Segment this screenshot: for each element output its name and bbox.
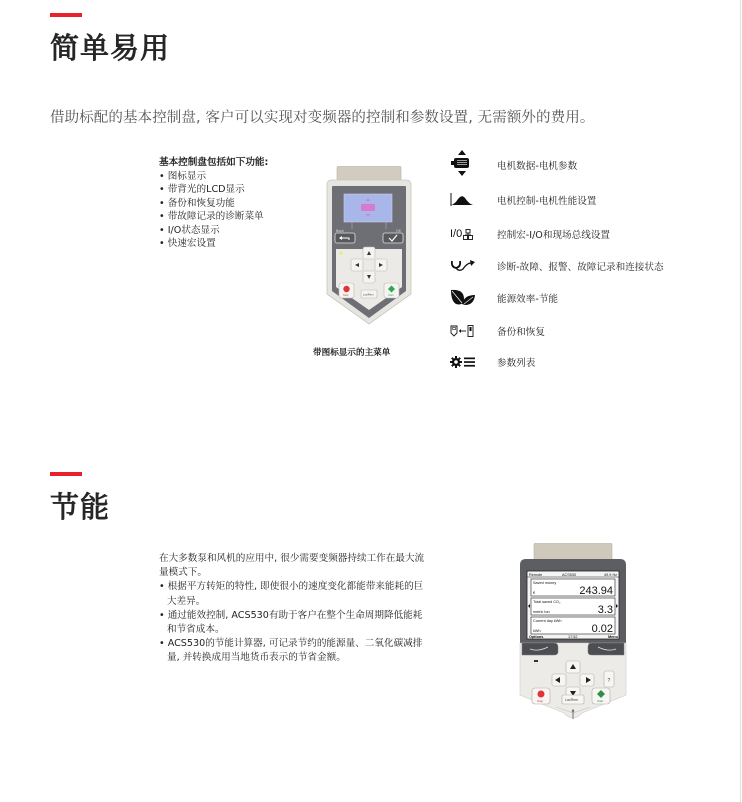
energy-saving-text [159,552,429,666]
svg-text:?: ? [607,678,611,684]
svg-text:€: € [533,591,536,595]
svg-text:Options: Options [529,635,544,639]
energy-bullet-text: 根据平方转矩的特性, 即使很小的速度变化都能带来能耗的巨大差异。 [167,581,424,607]
menu-row-label: 控制宏-I/O和现场总线设置 [497,230,611,241]
energy-leaf-icon [450,287,484,309]
svg-text:243.94: 243.94 [579,585,613,597]
svg-text:0.02: 0.02 [591,623,613,635]
svg-text:3.3: 3.3 [597,604,613,616]
io-text: I/0 [450,228,463,240]
menu-row-motor-data [450,154,710,176]
svg-text:kWh: kWh [533,629,541,633]
io-network-icon [450,223,484,245]
menu-row-diagnostics [450,255,710,277]
basic-control-panel-image [326,166,412,326]
parameters-gear-list-icon [450,351,484,373]
svg-text:Back: Back [336,229,344,233]
svg-text:Current day kWh: Current day kWh [533,619,562,623]
energy-bullet: • ACS530的节能计算器, 可记录节约的能源量、二氧化碳减排量, 并转换成用当地货币表示的节省金额。 [159,638,423,664]
menu-row-energy-efficiency [450,287,710,309]
svg-text:Stop: Stop [537,699,544,703]
feature-item: • I/O状态显示 [159,224,268,238]
energy-intro: 在大多数泵和风机的应用中, 很少需要变频器持续工作在最大流量模式下。 [159,553,425,579]
svg-text:Start: Start [597,699,604,703]
menu-row-label: 能源效率-节能 [497,294,559,305]
menu-row-motor-control [450,189,710,211]
diagnostics-stethoscope-icon [450,255,484,277]
svg-text:Total saved CO₂: Total saved CO₂ [533,600,561,604]
backup-restore-icon [450,320,484,342]
svg-text:Stop: Stop [343,294,349,297]
section-lead-text: 借助标配的基本控制盘, 客户可以实现对变频器的控制和参数设置, 无需额外的费用。 [50,110,595,126]
svg-text:Loc/Rem: Loc/Rem [363,293,374,297]
svg-text:Saved money: Saved money [533,581,557,585]
svg-text:49.9 Hz: 49.9 Hz [604,573,618,577]
feature-item: • 带背光的LCD显示 [159,183,268,197]
menu-row-label: 参数列表 [497,358,536,369]
svg-text:17:52: 17:52 [568,635,578,639]
feature-item: • 备份和恢复功能 [159,197,268,211]
keypad-caption: 带图标显示的主菜单 [313,348,391,358]
page-right-border [740,0,741,802]
energy-bullet: • 根据平方转矩的特性, 即使很小的速度变化都能带来能耗的巨大差异。 [159,581,424,607]
feature-item: • 带故障记录的诊断菜单 [159,210,268,224]
svg-text:Loc/Rem: Loc/Rem [565,698,578,702]
feature-list [159,156,268,251]
menu-row-label: 备份和恢复 [497,327,545,338]
menu-row-label: 电机数据-电机参数 [497,161,578,172]
menu-row-parameters [450,351,710,373]
assistant-control-panel-image [518,543,628,725]
section-accent-bar [50,472,82,476]
section-title-energy-saving: 节能 [50,490,111,524]
menu-row-label: 电机控制-电机性能设置 [497,196,597,207]
menu-row-label: 诊断-故障、报警、故障记录和连接状态 [497,262,664,273]
feature-item: • 图标显示 [159,170,268,184]
svg-text:Remote: Remote [529,573,543,577]
section-accent-bar [50,13,82,17]
motor-data-icon [450,154,484,176]
energy-bullet-text: ACS530的节能计算器, 可记录节约的能源量、二氧化碳减排量, 并转换成用当地货币表示的节省金额。 [167,638,423,664]
feature-list-heading: 基本控制盘包括如下功能: [159,157,269,168]
svg-text:OK: OK [396,229,402,233]
svg-text:metric ton: metric ton [533,610,550,614]
svg-text:Menu: Menu [608,635,618,639]
energy-bullet-text: 通过能效控制, ACS530有助于客户在整个生命周期降低能耗和节省成本。 [167,609,423,636]
menu-row-control-macros [450,223,710,245]
energy-bullet: • 通过能效控制, ACS530有助于客户在整个生命周期降低能耗和节省成本。 [159,609,423,636]
section-title-easy-to-use: 简单易用 [50,31,171,65]
menu-row-backup-restore [450,320,710,342]
svg-text:ACS530: ACS530 [562,573,577,577]
motor-control-icon [450,189,484,211]
svg-text:Start: Start [388,294,394,297]
feature-item: • 快速宏设置 [159,237,268,251]
